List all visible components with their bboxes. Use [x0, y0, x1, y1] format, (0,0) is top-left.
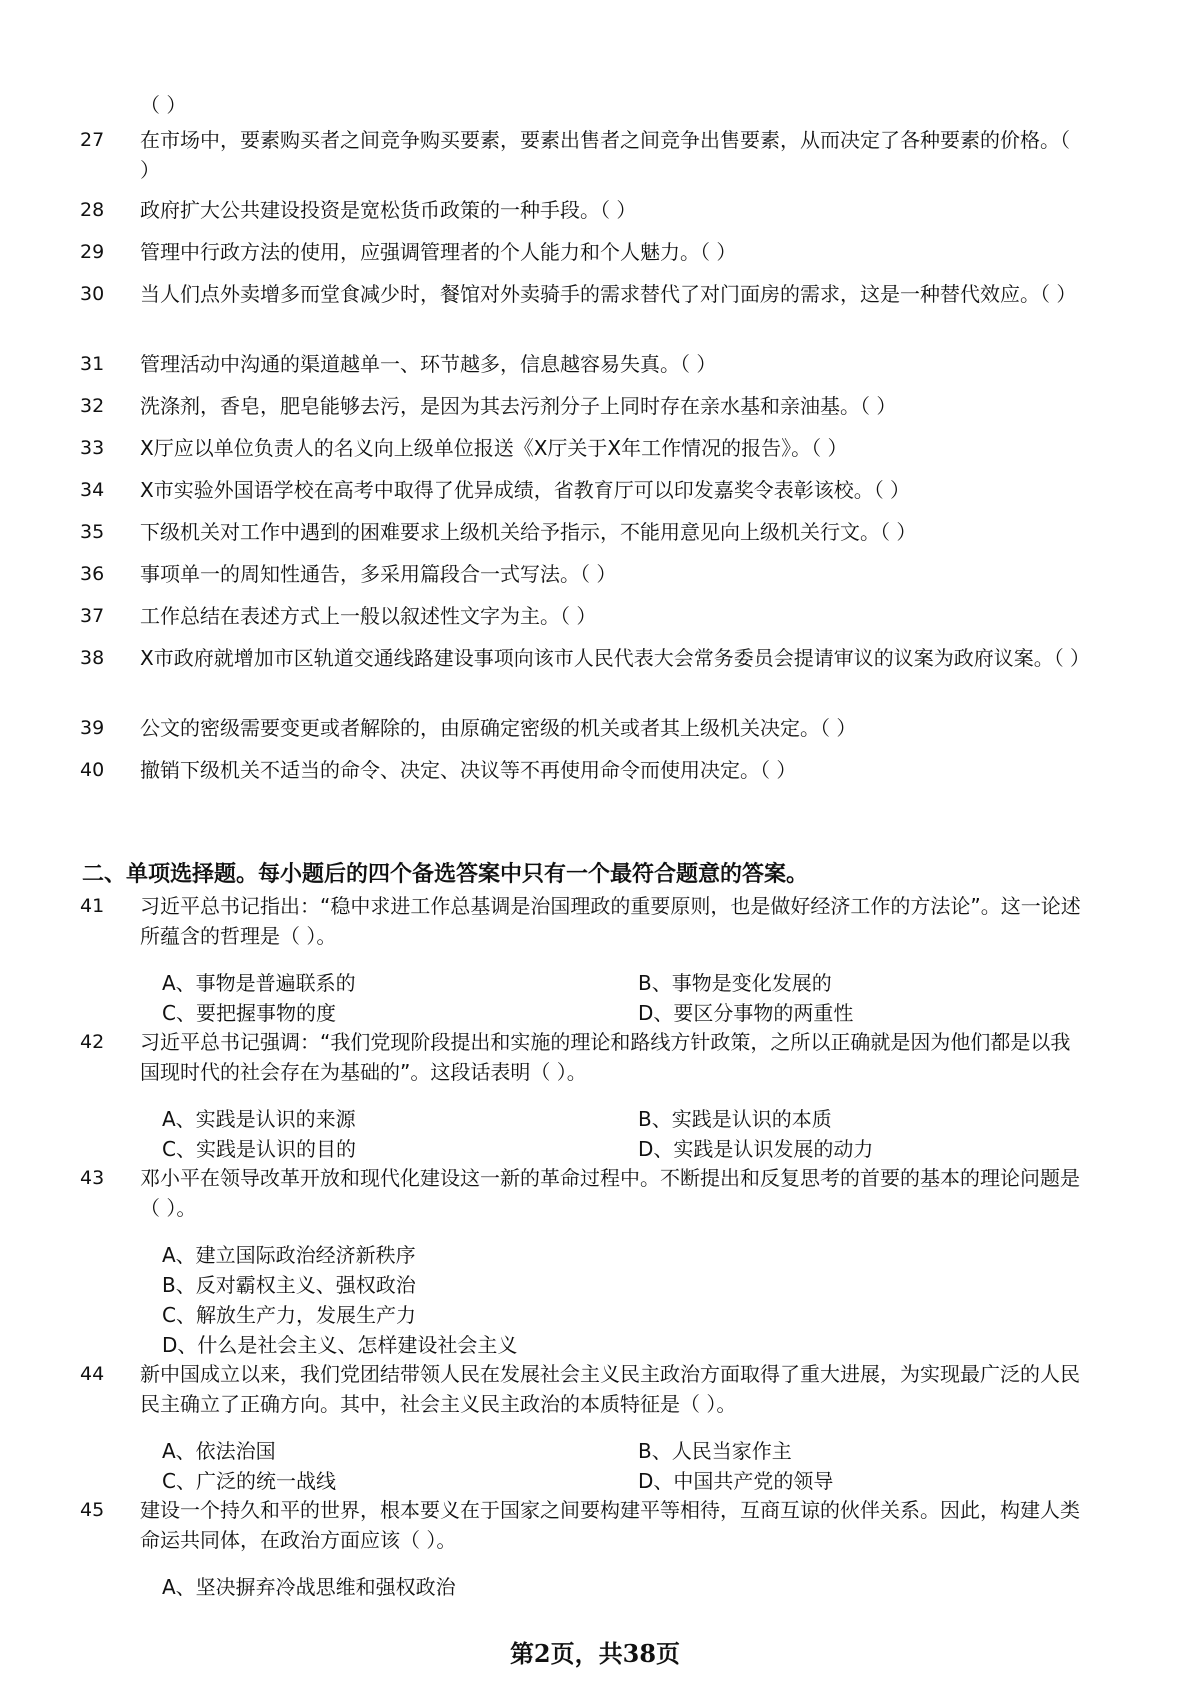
question-number: 43 [80, 1167, 105, 1189]
question-text: 当人们点外卖增多而堂食减少时，餐馆对外卖骑手的需求替代了对门面房的需求，这是一种替代效应。（ ） [140, 282, 1077, 306]
question-number: 27 [80, 129, 105, 151]
question-number: 33 [80, 437, 105, 459]
option-a: A、依法治国 [162, 1439, 276, 1463]
option-a: A、建立国际政治经济新秩序 [162, 1243, 416, 1267]
question-text: 下级机关对工作中遇到的困难要求上级机关给予指示，不能用意见向上级机关行文。（ ） [140, 520, 917, 544]
option-b: B、反对霸权主义、强权政治 [162, 1273, 416, 1297]
question-text: 建设一个持久和平的世界，根本要义在于国家之间要构建平等相待，互商互谅的伙伴关系。因此，构建人类命运共同体，在政治方面应该（ ）。 [140, 1498, 1080, 1552]
option-d: D、要区分事物的两重性 [638, 1001, 854, 1025]
option-c: C、要把握事物的度 [162, 1001, 336, 1025]
question-number: 31 [80, 353, 105, 375]
question-text: 管理活动中沟通的渠道越单一、环节越多，信息越容易失真。（ ） [140, 352, 717, 376]
question-number: 44 [80, 1363, 105, 1385]
question-number: 30 [80, 283, 105, 305]
option-c: C、广泛的统一战线 [162, 1469, 336, 1493]
question-text: 邓小平在领导改革开放和现代化建设这一新的革命过程中。不断提出和反复思考的首要的基本的理论问题是（ ）。 [140, 1166, 1080, 1220]
question-number: 32 [80, 395, 105, 417]
option-a: A、坚决摒弃冷战思维和强权政治 [162, 1575, 456, 1599]
option-d: D、什么是社会主义、怎样建设社会主义 [162, 1333, 518, 1357]
question-number: 28 [80, 199, 105, 221]
option-d: D、中国共产党的领导 [638, 1469, 834, 1493]
option-c: C、解放生产力，发展生产力 [162, 1303, 416, 1327]
question-text: 政府扩大公共建设投资是宽松货币政策的一种手段。（ ） [140, 198, 637, 222]
question-text: 在市场中，要素购买者之间竞争购买要素，要素出售者之间竞争出售要素，从而决定了各种要素的价格。（ ） [140, 128, 1070, 182]
question-number: 40 [80, 759, 105, 781]
question-number: 42 [80, 1031, 105, 1053]
question-number: 45 [80, 1499, 105, 1521]
question-text: 管理中行政方法的使用，应强调管理者的个人能力和个人魅力。（ ） [140, 240, 737, 264]
question-number: 39 [80, 717, 105, 739]
question-text: X市政府就增加市区轨道交通线路建设事项向该市人民代表大会常务委员会提请审议的议案为政府议案。（ ） [140, 646, 1091, 670]
question-text: 习近平总书记指出：“稳中求进工作总基调是治国理政的重要原则，也是做好经济工作的方法论”。这一论述所蕴含的哲理是（ ）。 [140, 894, 1081, 948]
question-text: 事项单一的周知性通告，多采用篇段合一式写法。（ ） [140, 562, 617, 586]
option-c: C、实践是认识的目的 [162, 1137, 356, 1161]
option-d: D、实践是认识发展的动力 [638, 1137, 874, 1161]
section-title: 二、单项选择题。每小题后的四个备选答案中只有一个最符合题意的答案。 [82, 862, 809, 887]
option-a: A、事物是普遍联系的 [162, 971, 356, 995]
question-number: 29 [80, 241, 105, 263]
question-number: 35 [80, 521, 105, 543]
question-number: 34 [80, 479, 105, 501]
question-number: 37 [80, 605, 105, 627]
question-text: X市实验外国语学校在高考中取得了优异成绩，省教育厅可以印发嘉奖令表彰该校。（ ） [140, 478, 911, 502]
option-b: B、事物是变化发展的 [638, 971, 832, 995]
question-text: 新中国成立以来，我们党团结带领人民在发展社会主义民主政治方面取得了重大进展，为实现最广泛的人民民主确立了正确方向。其中，社会主义民主政治的本质特征是（ ）。 [140, 1362, 1080, 1416]
question-text: X厅应以单位负责人的名义向上级单位报送《X厅关于X年工作情况的报告》。（ ） [140, 436, 848, 460]
question-text: 习近平总书记强调：“我们党现阶段提出和实施的理论和路线方针政策，之所以正确就是因为他们都是以我国现时代的社会存在为基础的”。这段话表明（ ）。 [140, 1030, 1071, 1084]
option-a: A、实践是认识的来源 [162, 1107, 356, 1131]
question-number: 36 [80, 563, 105, 585]
option-b: B、人民当家作主 [638, 1439, 792, 1463]
option-b: B、实践是认识的本质 [638, 1107, 832, 1131]
question-number: 41 [80, 895, 105, 917]
question-text: 公文的密级需要变更或者解除的，由原确定密级的机关或者其上级机关决定。（ ） [140, 716, 857, 740]
question-number: 38 [80, 647, 105, 669]
question-continuation: （ ） [140, 93, 187, 117]
question-text: 工作总结在表述方式上一般以叙述性文字为主。（ ） [140, 604, 597, 628]
question-text: 撤销下级机关不适当的命令、决定、决议等不再使用命令而使用决定。（ ） [140, 758, 797, 782]
page-footer: 第2页，共38页 [509, 1639, 681, 1668]
question-text: 洗涤剂，香皂，肥皂能够去污，是因为其去污剂分子上同时存在亲水基和亲油基。（ ） [140, 394, 897, 418]
